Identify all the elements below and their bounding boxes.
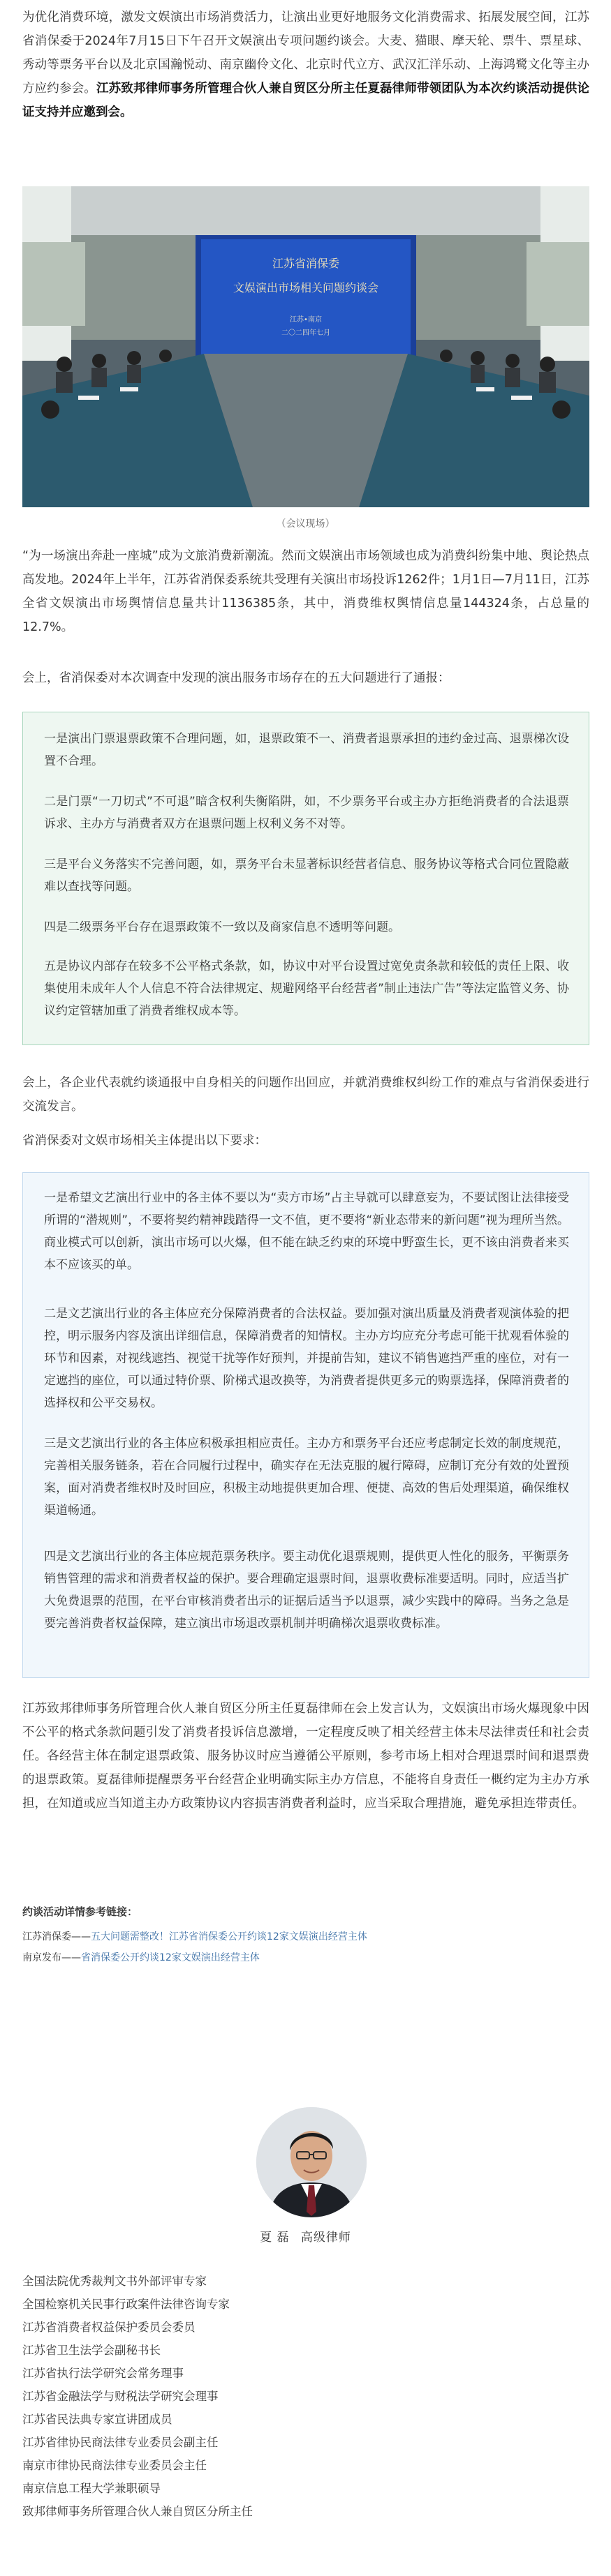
credential-item: 江苏省执行法学研究会常务理事 — [22, 2367, 184, 2380]
problems-box — [22, 712, 589, 1045]
requirements-intro: 省消保委对文娱市场相关主体提出以下要求： — [22, 1134, 267, 1148]
credential-item: 江苏省消费者权益保护委员会委员 — [22, 2321, 196, 2334]
intro-bold-text: 江苏致邦律师事务所管理合伙人兼自贸区分所主任夏磊律师带领团队为本次约谈活动提供论证支持并应邀到会。 — [22, 82, 590, 119]
responses-paragraph: 会上，各企业代表就约谈通报中自身相关的问题作出回应，并就消费维权纠纷工作的难点与省消保委进行交流发言。 — [22, 1076, 589, 1114]
lawyer-avatar — [256, 2107, 367, 2217]
requirement-item: 三是文艺演出行业的各主体应积极承担相应责任。主办方和票务平台还应考虑制定长效的制度规范，完善相关服务链条，若在合同履行过程中，确实存在无法克服的履行障碍，应制订充分有效的处置预案，面对消费者维权时及时回应，积极主动地提供更加合理、便捷、高效的售后处理渠道，确保维权渠道畅通。 — [44, 1437, 569, 1518]
background-paragraph: “为一场演出奔赴一座城”成为文旅消费新潮流。然而文娱演出市场领域也成为消费纠纷集中地、舆论热点高发地。2024年上半年，江苏省消保委系统共受理有关演出市场投诉1262件；1月1日—7月11日，江苏全省文娱演出市场舆情信息量共计1136385条，其中，消费维权舆情信息量144324条，占总量的12.7%。 — [22, 549, 589, 634]
screen-line-4: 二〇二四年七月 — [281, 329, 330, 337]
meeting-intro-paragraph: 会上，省消保委对本次调查中发现的演出服务市场存在的五大问题进行了通报： — [22, 671, 450, 685]
credential-item: 南京信息工程大学兼职硕导 — [22, 2482, 161, 2495]
requirements-box — [22, 1172, 589, 1678]
reference-item — [22, 1929, 367, 1943]
problem-item: 五是协议内部存在较多不公平格式条款，如，协议中对平台设置过宽免责条款和较低的责任上限、收集使用未成年人个人信息不符合法律规定、规避网络平台经营者”制止违法广告”等法定监管义务、协议约定管辖加重了消费者维权成本等。 — [44, 959, 569, 1018]
credential-item: 南京市律协民商法律专业委员会主任 — [22, 2459, 207, 2472]
credential-item: 江苏省民法典专家宣讲团成员 — [22, 2413, 172, 2426]
lawyer-name-line — [0, 2227, 611, 2245]
lawyer-title: 高级律师 — [300, 2231, 351, 2245]
problem-item: 一是演出门票退票政策不合理问题，如，退票政策不一、消费者退票承担的违约金过高、退票梯次设置不合理。 — [44, 732, 569, 768]
credential-item: 江苏省卫生法学会副秘书长 — [22, 2344, 161, 2357]
requirement-item: 四是文艺演出行业的各主体应规范票务秩序。要主动优化退票规则，提供更人性化的服务，平衡票务销售管理的需求和消费者权益的保护。要合理确定退票时间，退票收费标准要适明。同时，应适当扩大免费退票的范围，在平台审核消费者出示的证据后适当予以退票，减少实践中的障碍。当务之急是要完善消费者权益保障，建立演出市场退改票机制并明确梯次退票收费标准。 — [44, 1550, 569, 1631]
reference-source: 南京发布—— — [22, 1952, 81, 1963]
problem-item: 四是二级票务平台存在退票政策不一致以及商家信息不透明等问题。 — [44, 920, 400, 934]
credential-item: 致邦律师事务所管理合伙人兼自贸区分所主任 — [22, 2505, 253, 2518]
lawyer-name: 夏 磊 — [260, 2231, 290, 2245]
credential-item: 全国法院优秀裁判文书外部评审专家 — [22, 2275, 207, 2288]
meeting-screen — [201, 239, 411, 355]
lawyer-portrait — [256, 2107, 367, 2217]
intro-text: 为优化消费环境，激发文娱演出市场消费活力，让演出业更好地服务文化消费需求、拓展发展空间，江苏省消保委于2024年7月15日下午召开文娱演出专项问题约谈会。大麦、猫眼、摩天轮、票牛、票星球、秀动等票务平台以及北京国瀚悦动、南京幽伶文化、北京时代立方、武汉汇洋乐动、上海鸿鹭文化等主办方应约参会。 — [22, 10, 589, 96]
credential-item: 全国检察机关民事行政案件法律咨询专家 — [22, 2298, 230, 2311]
reference-source: 江苏消保委—— — [22, 1931, 91, 1942]
screen-line-2: 文娱演出市场相关问题约谈会 — [233, 281, 378, 294]
reference-link[interactable]: 五大问题需整改！江苏省消保委公开约谈12家文娱演出经营主体 — [91, 1931, 367, 1942]
meeting-photo — [22, 186, 589, 507]
photo-caption: （会议现场） — [276, 518, 335, 530]
requirement-item: 一是希望文艺演出行业中的各主体不要以为“卖方市场”占主导就可以肆意妄为，不要试图让法律接受所谓的“潜规则”，不要将契约精神践踏得一文不值，更不要将“新业态带来的新问题”视为理所当然。商业模式可以创新，演出市场可以火爆，但不能在缺乏约束的环境中野蛮生长，更不该由消费者来买本不应该买的单。 — [44, 1191, 569, 1272]
problem-item: 二是门票“一刀切式”不可退”暗含权利失衡陷阱，如，不少票务平台或主办方拒绝消费者的合法退票诉求、主办方与消费者双方在退票问题上权利义务不对等。 — [44, 795, 569, 831]
intro-paragraph — [22, 6, 589, 124]
requirement-item: 二是文艺演出行业的各主体应充分保障消费者的合法权益。要加强对演出质量及消费者观演体验的把控，明示服务内容及演出详细信息，保障消费者的知情权。主办方均应充分考虑可能干扰观看体验的环节和因素，对视线遮挡、视觉干扰等作好预判，并提前告知，建议不销售遮挡严重的座位，对有一定遮挡的座位，可以通过特价票、阶梯式退改换等，为消费者提供更多元的购票选择，保障消费者的选择权和公平交易权。 — [44, 1307, 569, 1410]
screen-line-3: 江苏•南京 — [290, 316, 322, 324]
credential-item: 江苏省律协民商法律专业委员会副主任 — [22, 2436, 219, 2449]
reference-link[interactable]: 省消保委公开约谈12家文娱演出经营主体 — [81, 1952, 260, 1963]
screen-line-1: 江苏省消保委 — [272, 257, 339, 270]
credential-item: 江苏省金融法学与财税法学研究会理事 — [22, 2390, 219, 2403]
reference-item — [22, 1950, 260, 1964]
lawyer-statement-paragraph: 江苏致邦律师事务所管理合伙人兼自贸区分所主任夏磊律师在会上发言认为，文娱演出市场火爆现象中因不公平的格式条款问题引发了消费者投诉信息激增，一定程度反映了相关经营主体未尽法律责任和社会责任。各经营主体在制定退票政策、服务协议时应当遵循公平原则，参考市场上相对合理退票时间和退票费的退票政策。夏磊律师提醒票务平台经营企业明确实际主办方信息，不能将自身责任一概约定为主办方承担，在知道或应当知道主办方政策协议内容损害消费者利益时，应当采取合理措施，避免承担连带责任。 — [22, 1702, 589, 1811]
problem-item: 三是平台义务落实不完善问题，如，票务平台未显著标识经营者信息、服务协议等格式合同位置隐蔽难以查找等问题。 — [44, 858, 569, 894]
references-title: 约谈活动详情参考链接： — [22, 1905, 138, 1918]
